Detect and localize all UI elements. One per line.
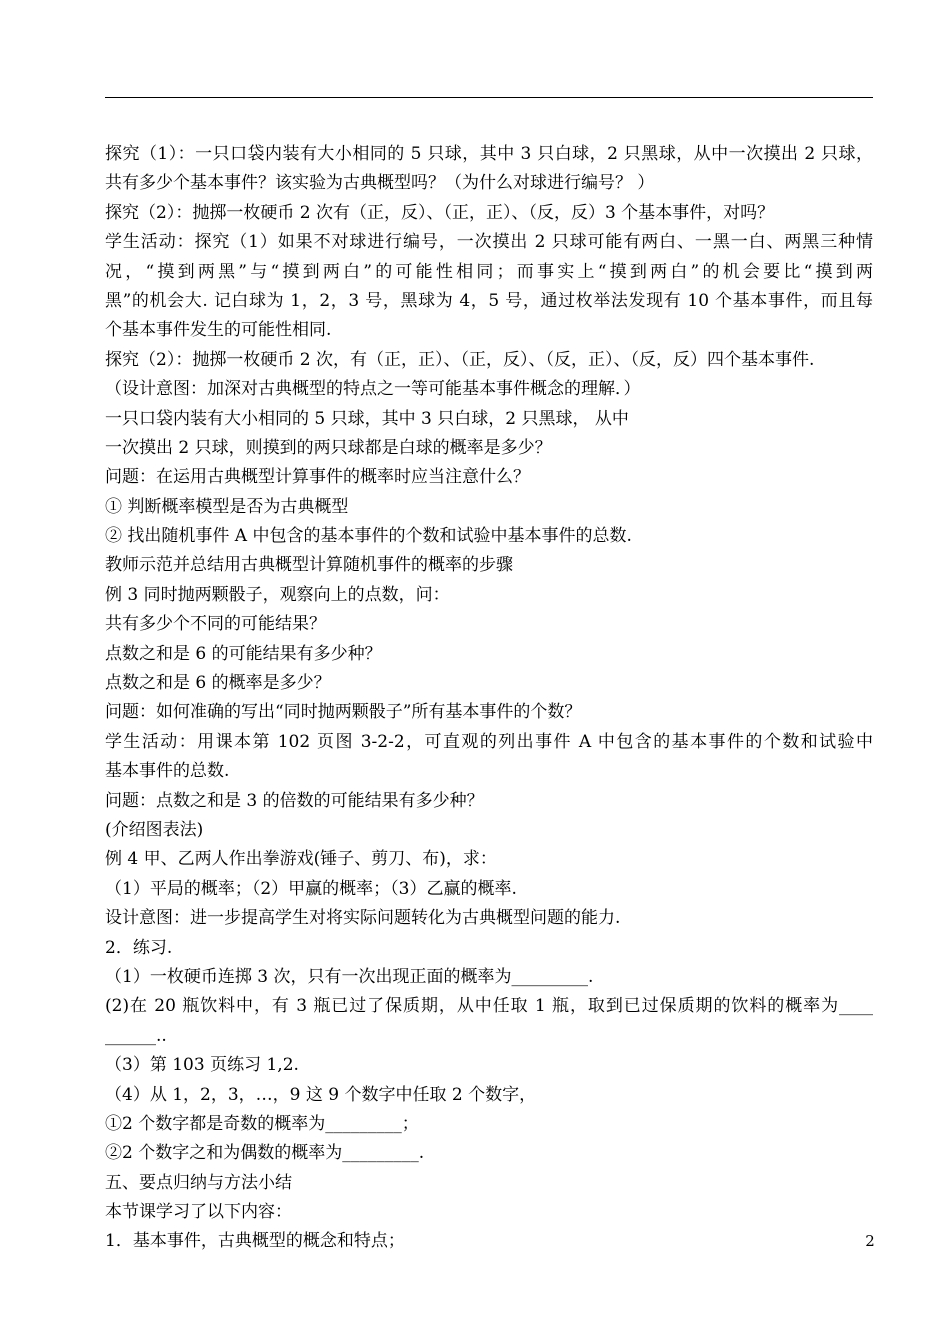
text-line: 黑”的机会大. 记白球为 1，2，3 号，黑球为 4，5 号，通过枚举法发现有 10 个基本事件，而且每 [105, 290, 873, 311]
text-line: ①2 个数字都是奇数的概率为_________； [105, 1113, 419, 1134]
text-line: （1）平局的概率；（2）甲赢的概率；（3）乙赢的概率. [105, 878, 517, 899]
text-line: 教师示范并总结用古典概型计算随机事件的概率的步骤 [105, 555, 513, 576]
text-line: （设计意图：加深对古典概型的特点之一等可能基本事件概念的理解．） [105, 379, 641, 400]
text-line: 本节课学习了以下内容： [105, 1202, 292, 1223]
text-line: 例 3 同时抛两颗骰子，观察向上的点数，问： [105, 584, 450, 605]
text-line: (介绍图表法) [105, 819, 204, 840]
header-rule [105, 97, 873, 98]
text-line: 问题：在运用古典概型计算事件的概率时应当注意什么？ [105, 467, 530, 488]
text-line: 学生活动：探究（1）如果不对球进行编号，一次摸出 2 只球可能有两白、一黑一白、两黑三种情 [105, 232, 873, 253]
text-line: 1．基本事件，古典概型的概念和特点； [105, 1231, 405, 1252]
text-line: 例 4 甲、乙两人作出拳游戏(锤子、剪刀、布)，求： [105, 849, 497, 870]
text-line: （1）一枚硬币连掷 3 次，只有一次出现正面的概率为_________. [105, 966, 594, 987]
text-line: ______.. [105, 1025, 167, 1046]
text-line: ① 判断概率模型是否为古典概型 [105, 496, 349, 517]
text-line: 五、要点归纳与方法小结 [105, 1172, 292, 1193]
page-number: 2 [865, 1232, 875, 1250]
text-line: ②2 个数字之和为偶数的概率为_________. [105, 1143, 425, 1164]
text-line: 一次摸出 2 只球，则摸到的两只球都是白球的概率是多少？ [105, 437, 552, 458]
text-line: 探究（1）：一只口袋内装有大小相同的 5 只球，其中 3 只白球，2 只黑球，从中一次摸出 2 只球， [105, 144, 873, 164]
text-line: 问题：如何准确的写出“同时抛两颗骰子”所有基本事件的个数？ [105, 702, 582, 723]
text-line: 学生活动：用课本第 102 页图 3-2-2，可直观的列出事件 A 中包含的基本事件的个数和试验中 [105, 731, 873, 752]
text-line: 基本事件的总数. [105, 761, 230, 782]
text-line: 点数之和是 6 的概率是多少？ [105, 673, 331, 694]
text-line: 共有多少个不同的可能结果？ [105, 614, 326, 635]
text-line: 设计意图：进一步提高学生对将实际问题转化为古典概型问题的能力. [105, 908, 621, 929]
text-line: 问题：点数之和是 3 的倍数的可能结果有多少种？ [105, 790, 484, 811]
text-line: （4）从 1，2，3，…，9 这 9 个数字中任取 2 个数字， [105, 1084, 537, 1105]
text-line: 2．练习. [105, 937, 173, 958]
text-line: ② 找出随机事件 A 中包含的基本事件的个数和试验中基本事件的总数. [105, 526, 632, 547]
text-line: 探究（2）：抛掷一枚硬币 2 次有（正，反）、（正，正）、（反，反）3 个基本事件，对吗？ [105, 202, 775, 223]
text-line: 个基本事件发生的可能性相同. [105, 320, 332, 341]
text-line: 探究（2）：抛掷一枚硬币 2 次，有（正，正）、（正，反）、（反，正）、（反，反）四个基本事件. [105, 349, 815, 370]
text-line: 点数之和是 6 的可能结果有多少种？ [105, 643, 382, 664]
text-line: 共有多少个基本事件？该实验为古典概型吗？（为什么对球进行编号？ ） [105, 173, 655, 194]
text-line: (2)在 20 瓶饮料中，有 3 瓶已过了保质期，从中任取 1 瓶，取到已过保质期的饮料的概率为____ [105, 996, 873, 1017]
text-line: 一只口袋内装有大小相同的 5 只球，其中 3 只白球，2 只黑球， 从中 [105, 408, 629, 429]
document-body [105, 140, 873, 1257]
text-line: （3）第 103 页练习 1,2. [105, 1055, 299, 1076]
text-line: 况，“摸到两黑”与“摸到两白”的可能性相同；而事实上“摸到两白”的机会要比“摸到两 [105, 261, 873, 282]
